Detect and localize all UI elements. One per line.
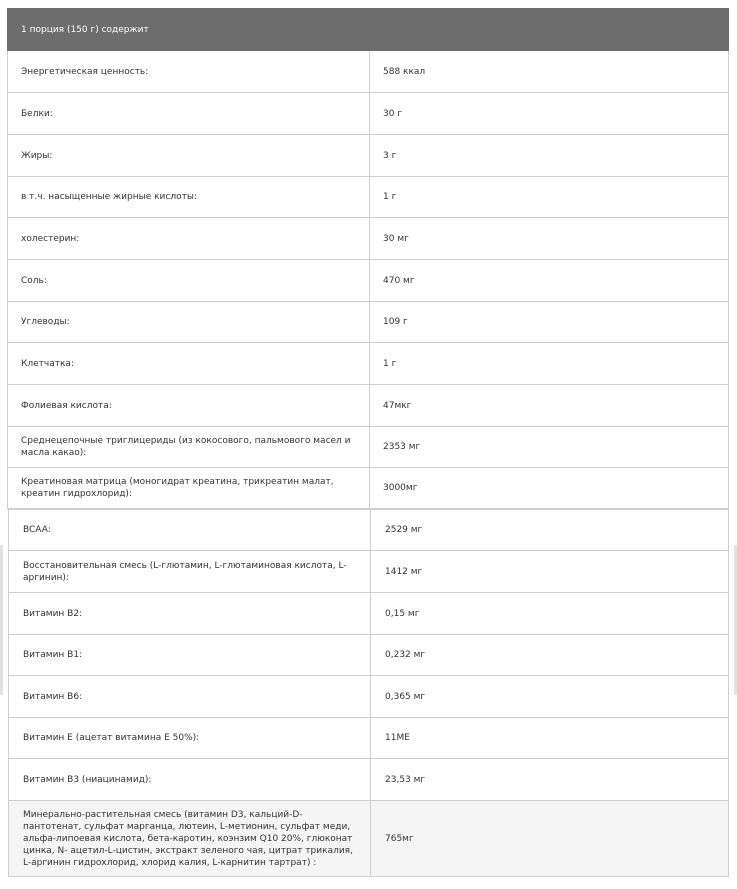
table-row xyxy=(8,759,729,801)
nutrient-value: 588 ккал xyxy=(383,66,426,77)
nutrient-name: Соль: xyxy=(8,260,370,301)
table-row xyxy=(7,302,729,343)
nutrient-value: 0,15 мг xyxy=(385,608,420,619)
nutrient-value: 470 мг xyxy=(383,275,415,286)
nutrient-name: Креатиновая матрица (моногидрат креатина, трикреатин малат, креатин гидрохлорид): xyxy=(8,468,370,508)
nutrient-value: 47мкг xyxy=(383,400,412,411)
nutrition-table xyxy=(7,8,729,877)
nutrient-name: Углеводы: xyxy=(8,302,370,342)
nutrient-value: 0,232 мг xyxy=(385,650,426,660)
nutrient-value: 3000мг xyxy=(383,483,418,493)
nutrient-name: Жиры: xyxy=(8,135,370,176)
nutrient-value: 30 г xyxy=(383,108,403,119)
nutrient-value: 2529 мг xyxy=(385,525,423,535)
table-row xyxy=(8,551,729,593)
nutrient-name: Минерально-растительная смесь (витамин D3, кальций-D-пантотенат, сульфат марганца, лютеин, L-метионин, сульфат меди, альфа-липоевая кислота, бета-каротин, коэнзим Q10 20%, глюконат цинка, N- ацетил-L-цистин, экстракт зеленого чая, цитрат трикалия, L-аргинин гидрохлорид, хлорид калия, L-карнитин тартрат) : xyxy=(9,801,371,876)
nutrient-name: Восстановительная смесь (L-глютамин, L-глютаминовая кислота, L-аргинин): xyxy=(9,551,371,592)
nutrient-value: 1 г xyxy=(383,192,397,202)
nutrient-name: Фолиевая кислота: xyxy=(8,385,370,426)
table-row xyxy=(7,385,729,427)
nutrient-value: 1412 мг xyxy=(385,566,423,577)
nutrient-name: Витамин B2: xyxy=(9,593,371,634)
table-row xyxy=(7,135,729,177)
table-header: 1 порция (150 г) содержит xyxy=(7,8,729,51)
table-row xyxy=(7,51,729,93)
table-row xyxy=(8,593,729,635)
table-row xyxy=(7,177,729,218)
nutrient-value: 109 г xyxy=(383,317,408,327)
nutrient-value: 23,53 мг xyxy=(385,774,426,785)
nutrient-name: холестерин: xyxy=(8,218,370,259)
table-row xyxy=(7,427,729,468)
nutrient-name: Витамин Е (ацетат витамина Е 50%): xyxy=(9,718,371,758)
table-row xyxy=(8,801,729,877)
nutrient-name: Витамин B6: xyxy=(9,676,371,717)
nutrient-name: в т.ч. насыщенные жирные кислоты: xyxy=(8,177,370,217)
nutrient-name: Клетчатка: xyxy=(8,343,370,384)
table-row xyxy=(7,260,729,302)
table-row xyxy=(7,468,729,509)
nutrient-value: 2353 мг xyxy=(383,442,421,452)
table-row xyxy=(8,509,729,551)
table-row xyxy=(7,93,729,135)
nutrient-name: Витамин B1: xyxy=(9,635,371,675)
nutrient-name: Энергетическая ценность: xyxy=(8,51,370,92)
table-row xyxy=(8,635,729,676)
nutrient-name: BCAA: xyxy=(9,510,371,550)
nutrient-value: 11МЕ xyxy=(385,733,410,743)
table-row xyxy=(7,218,729,260)
table-row xyxy=(7,343,729,385)
nutrient-value: 765мг xyxy=(371,801,728,876)
nutrient-name: Среднецепочные триглицериды (из кокосового, пальмового масел и масла какао): xyxy=(8,427,370,467)
table-row xyxy=(8,718,729,759)
left-edge-shadow xyxy=(0,545,3,695)
nutrient-value: 1 г xyxy=(383,358,397,369)
nutrient-name: Белки: xyxy=(8,93,370,134)
nutrient-value: 30 мг xyxy=(383,233,409,244)
nutrient-value: 0,365 мг xyxy=(385,691,426,702)
nutrient-value: 3 г xyxy=(383,150,397,161)
table-row xyxy=(8,676,729,718)
nutrient-name: Витамин B3 (ниацинамид): xyxy=(9,759,371,800)
